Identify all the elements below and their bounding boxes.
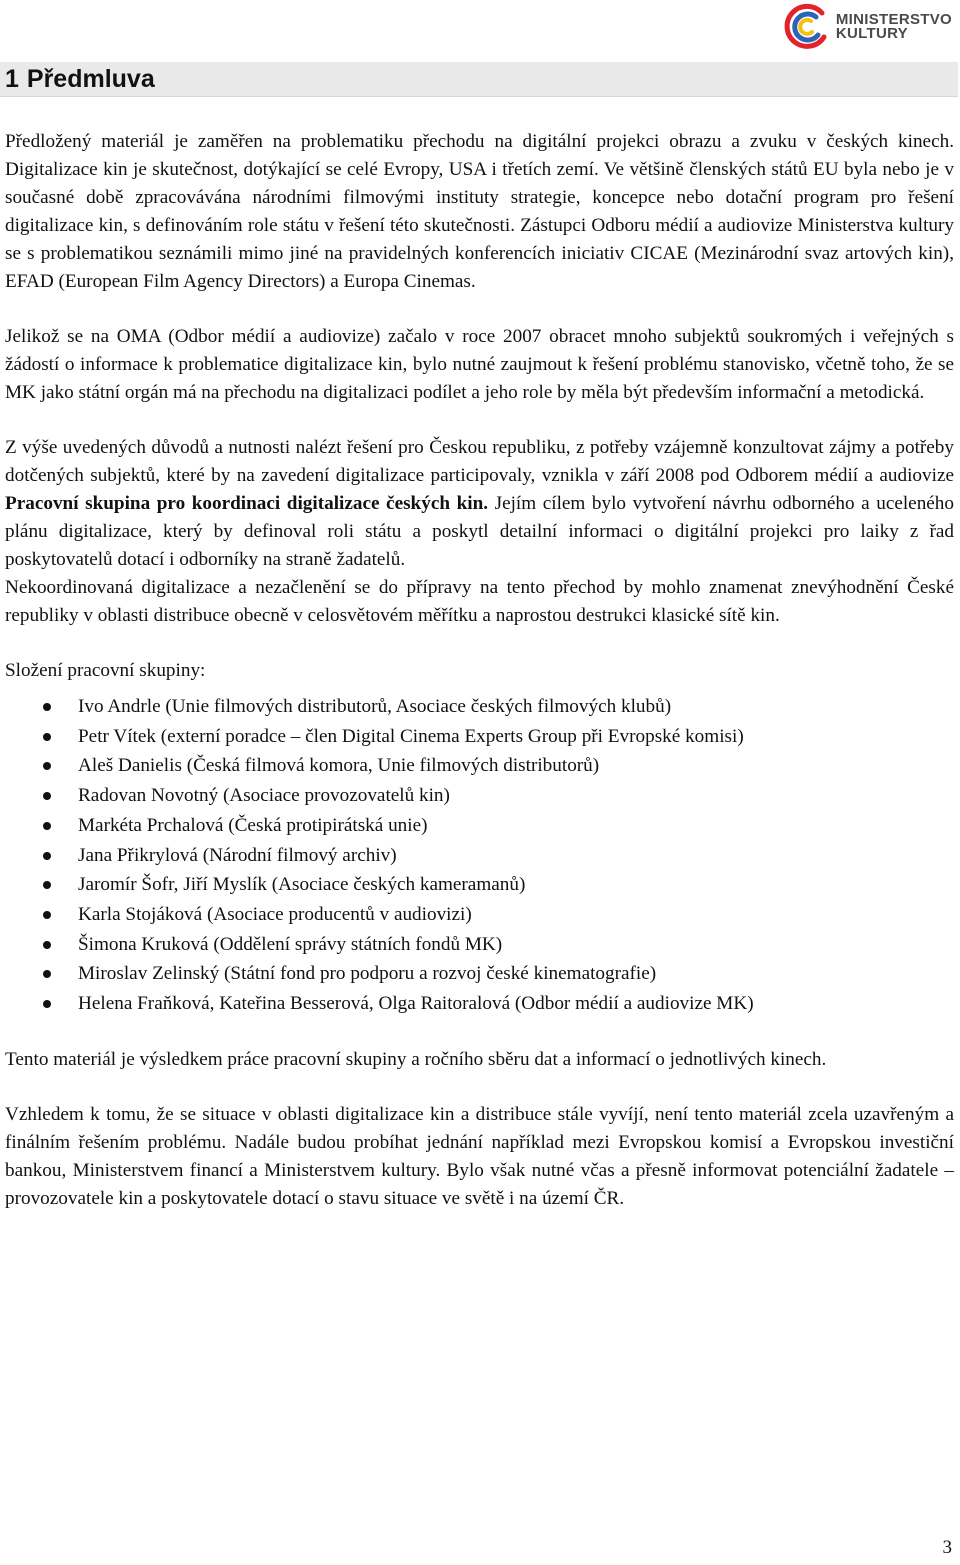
members-title: Složení pracovní skupiny: <box>5 660 206 681</box>
section-heading <box>0 62 958 97</box>
paragraph-intro: Předložený materiál je zaměřen na problematiku přechodu na digitální projekci obrazu a zvuku v českých kinech. Digitalizace kin je skutečnost, dotýkající se celé Evropy, USA i třetích zemí. Ve většině členských států EU byla nebo je v současné době zpracovávána národními filmovými instituty strategie, koncepce nebo dotační program pro řešení digitalizace kin, s definováním role státu v řešení této skutečnosti. Zástupci Odboru médií a audiovize Ministerstva kultury se s problematikou seznámili mimo jiné na pravidelných konferencích iniciativ CICAE (Mezinárodní svaz artových kin), EFAD (European Film Agency Directors) a Europa Cinemas. <box>5 131 954 292</box>
list-item: Jaromír Šofr, Jiří Myslík (Asociace českých kameramanů) <box>5 870 954 900</box>
paragraph-result: Tento materiál je výsledkem práce pracovní skupiny a ročního sběru dat a informací o jednotlivých kinech. <box>5 1048 827 1070</box>
list-item: Miroslav Zelinský (Státní fond pro podporu a rozvoj české kinematografie) <box>5 959 954 989</box>
ministry-logo-icon <box>782 3 830 51</box>
wg-text-before: Z výše uvedených důvodů a nutnosti nalézt řešení pro Českou republiku, z potřeby vzájemně konzultovat zájmy a potřeby dotčených subjektů, které by na zavedení digitalizace participovaly, vznikla v září 2008 pod Odborem médií a audiovize <box>5 437 954 486</box>
paragraph-outlook: Vzhledem k tomu, že se situace v oblasti digitalizace kin a distribuce stále vyvíjí, není tento materiál zcela uzavřeným a finálním řešením problému. Nadále budou probíhat jednání například mezi Evropskou komisí a Evropskou investiční bankou, Ministerstvem financí a Ministerstvem kultury. Bylo však nutné včas a přesně informovat potenciální žadatele – provozovatele kin a poskytovatele dotací o stavu situace ve světě i na území ČR. <box>5 1103 954 1209</box>
wg-name-bold: Pracovní skupina pro koordinaci digitalizace českých kin. <box>5 493 489 514</box>
document-body <box>5 128 954 1213</box>
heading-number: 1 <box>5 65 19 93</box>
logo-line-1: MINISTERSTVO <box>835 11 952 28</box>
list-item: Petr Vítek (externí poradce – člen Digital Cinema Experts Group při Evropské komisi) <box>5 722 954 752</box>
members-list <box>5 692 954 1019</box>
paragraph-uncoordinated: Nekoordinovaná digitalizace a nezačlenění se do přípravy na tento přechod by mohlo znamenat znevýhodnění České republiky v oblasti distribuce obecně v celosvětovém měřítku a naprostou destrukci klasické sítě kin. <box>5 577 954 626</box>
wg-text-after: Jejím cílem bylo vytvoření návrhu odborného a uceleného plánu digitalizace, který by definoval roli státu a poskytl detailní informaci o digitální projekci pro laiky z řad poskytovatelů dotací i odborníky na straně žadatelů. <box>5 493 954 570</box>
list-item: Karla Stojáková (Asociace producentů v audiovizi) <box>5 900 954 930</box>
list-item: Helena Fraňková, Kateřina Besserová, Olga Raitoralová (Odbor médií a audiovize MK) <box>5 989 954 1019</box>
list-item: Jana Přikrylová (Národní filmový archiv) <box>5 841 954 871</box>
logo-text <box>836 13 952 41</box>
logo-line-2: KULTURY <box>835 25 908 42</box>
list-item: Šimona Kruková (Oddělení správy státních fondů MK) <box>5 930 954 960</box>
page-number: 3 <box>942 1537 952 1558</box>
list-item: Markéta Prchalová (Česká protipirátská unie) <box>5 811 954 841</box>
ministry-logo <box>782 3 952 51</box>
heading-title: Předmluva <box>26 65 155 93</box>
list-item: Aleš Danielis (Česká filmová komora, Unie filmových distributorů) <box>5 751 954 781</box>
list-item: Ivo Andrle (Unie filmových distributorů, Asociace českých filmových klubů) <box>5 692 954 722</box>
paragraph-oma: Jelikož se na OMA (Odbor médií a audiovize) začalo v roce 2007 obracet mnoho subjektů soukromých i veřejných s žádostí o informace k problematice digitalizace kin, bylo nutné zaujmout k řešení problému stanovisko, včetně toho, že se MK jako státní orgán má na přechodu na digitalizaci podílet a jeho role by měla být především informační a metodická. <box>5 326 954 403</box>
paragraph-working-group <box>5 434 954 574</box>
list-item: Radovan Novotný (Asociace provozovatelů kin) <box>5 781 954 811</box>
